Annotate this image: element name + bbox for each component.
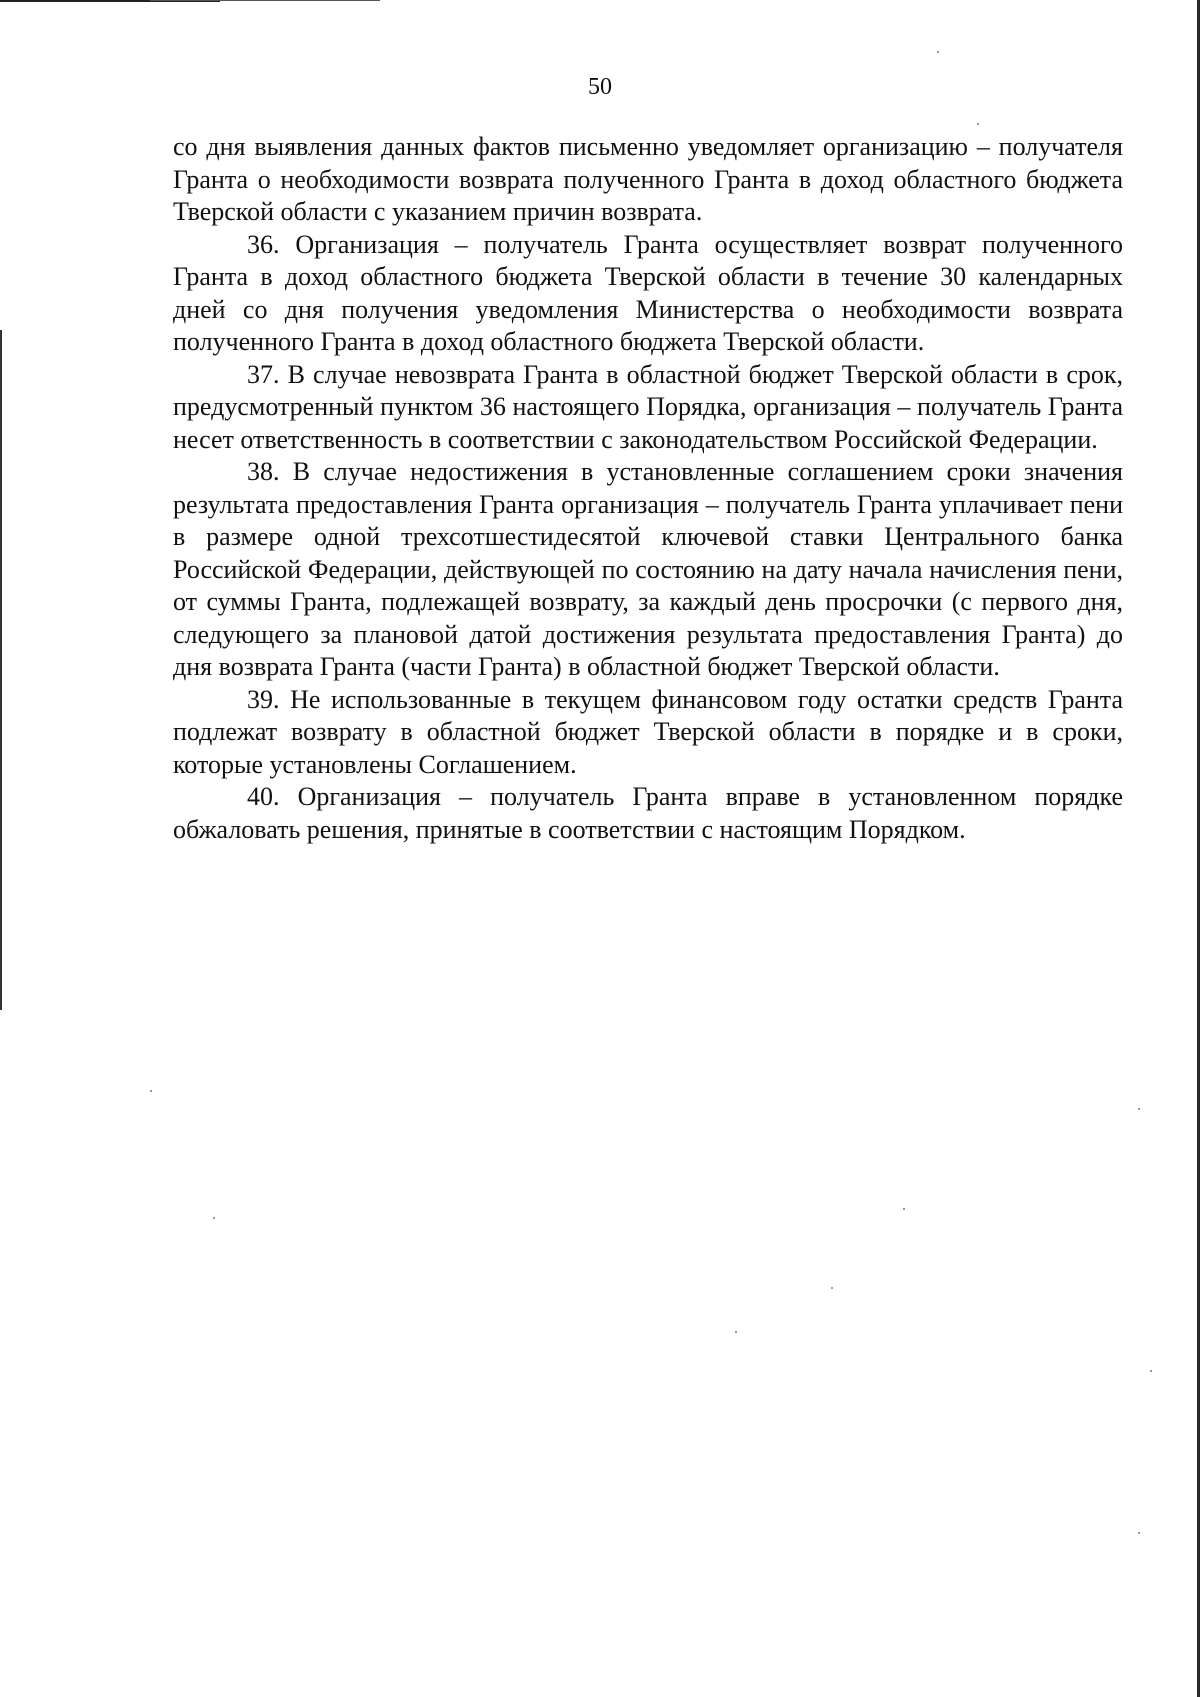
paragraph-40: 40. Организация – получатель Гранта вправе в установленном порядке обжаловать решения, принятые в соответствии с настоящим Порядком. bbox=[173, 782, 1123, 844]
paragraph-38: 38. В случае недостижения в установленные соглашением сроки значения результата предоставления Гранта организация – получатель Гранта уплачивает пени в размере одной трехсотшестидесятой ключевой ставки Центрального банка Российской Федерации, действующей по состоянию на дату начала начисления пени, от суммы Гранта, подлежащей возврату, за каждый день просрочки (с первого дня, следующего за плановой датой достижения результата предоставления Гранта) до дня возврата Гранта (части Гранта) в областной бюджет Тверской области. bbox=[173, 457, 1123, 681]
page-number: 50 bbox=[588, 74, 612, 100]
scan-speck bbox=[937, 51, 939, 53]
scan-edge-left bbox=[0, 330, 2, 1010]
paragraph-continuation: со дня выявления данных фактов письменно уведомляет организацию – получателя Гранта о необходимости возврата полученного Гранта в доход областного бюджета Тверской области с указанием причин возврата. bbox=[173, 132, 1123, 226]
paragraph-39: 39. Не использованные в текущем финансовом году остатки средств Гранта подлежат возврату в областной бюджет Тверской области в порядке и в сроки, которые установлены Соглашением. bbox=[173, 684, 1123, 779]
scan-speck bbox=[150, 1090, 152, 1092]
paragraph-37: 37. В случае невозврата Гранта в областной бюджет Тверской области в срок, предусмотренный пунктом 36 настоящего Порядка, организация – получатель Гранта несет ответственность в соответствии с законодательством Российской Федерации. bbox=[173, 359, 1123, 454]
scan-edge-top-secondary bbox=[150, 0, 380, 1]
paragraph-36: 36. Организация – получатель Гранта осуществляет возврат полученного Гранта в доход областного бюджета Тверской области в течение 30 календарных дней со дня получения уведомления Министерства о необходимости возврата полученного Гранта в доход областного бюджета Тверской области. bbox=[173, 229, 1123, 356]
scan-speck bbox=[213, 1217, 215, 1219]
document-body bbox=[173, 131, 1123, 846]
scan-speck bbox=[1150, 1370, 1152, 1372]
scan-speck bbox=[735, 1331, 737, 1333]
scan-speck bbox=[831, 1287, 833, 1289]
scan-speck bbox=[1138, 1108, 1140, 1110]
scan-speck bbox=[1138, 1532, 1140, 1534]
scan-speck bbox=[977, 123, 979, 125]
scan-speck bbox=[903, 1208, 905, 1210]
